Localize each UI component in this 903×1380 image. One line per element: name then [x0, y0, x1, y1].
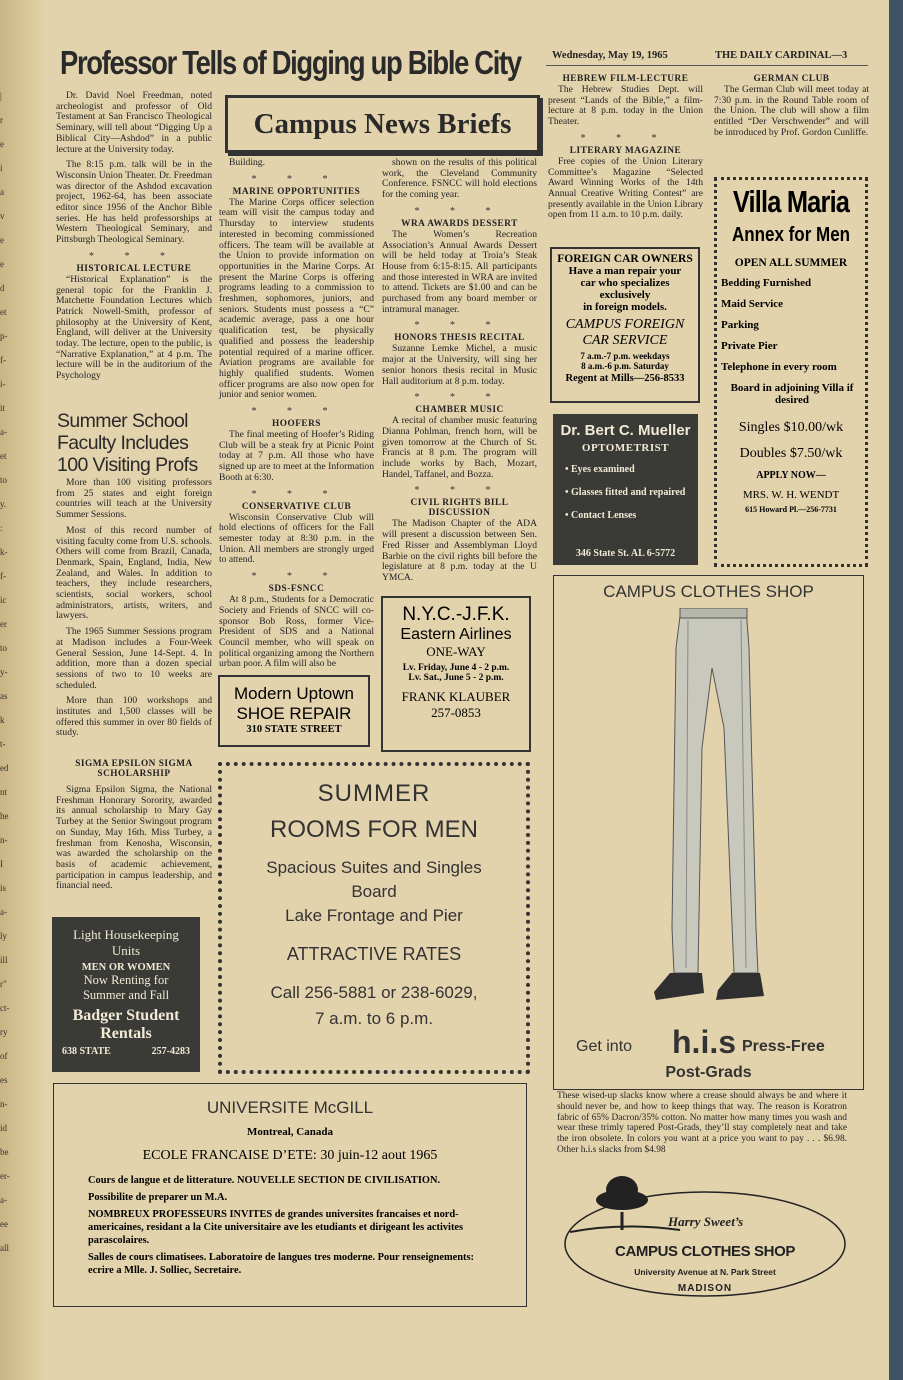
ad-text: Modern Uptown	[233, 684, 354, 703]
ad-text: Board	[351, 882, 397, 901]
optometrist-services	[565, 464, 698, 521]
ad-summer-rooms	[218, 762, 530, 1074]
spine-fragment: a-	[0, 907, 7, 917]
article-paragraph: The 8:15 p.m. talk will be in the Wisconsin Union Theater. Dr. Freedman was director of the Ashdod excavation project, 1962-64, has been associate editor since 1956 of the Anchor Bible series. He has held professorships at Western Theological Seminary, and Pittsburgh Theological Seminary.	[56, 159, 212, 246]
spine-fragment: a-	[0, 1195, 7, 1205]
subhead: MARINE OPPORTUNITIES	[232, 186, 361, 197]
paper-folio: THE DAILY CARDINAL—3	[715, 50, 848, 61]
ad-text: SHOE REPAIR	[236, 704, 352, 723]
separator-stars: * * *	[251, 173, 342, 185]
subhead: GERMAN CLUB	[753, 74, 830, 84]
ad-light-housekeeping	[52, 917, 200, 1072]
spine-fragment: all	[0, 1243, 9, 1253]
ad-text: Press-Free	[742, 1038, 825, 1055]
spine-fragment: ic	[0, 595, 7, 605]
article-paragraph: The German Club will meet today at 7:30 p.m. in the Round Table room of the Union. The club will show a film entitled “Der Verschwender” and will be introduced by Prof. Gordon Cunliffe.	[714, 84, 869, 138]
article-paragraph: The 1965 Summer Sessions program at Madison includes a Four-Week General Session, June 14-Sept. 4. In addition, more than a dozen special sessions of two to 10 weeks are scheduled.	[56, 626, 212, 691]
spine-fragment: it	[0, 403, 6, 413]
spine-fragment: he	[0, 811, 9, 821]
article-sigma	[56, 757, 212, 897]
ad-text: NOMBREUX PROFESSEURS INVITES de grandes universites francaises et nord-americaines, residant a la Cite universitaire ave les etudiants et dirigeant les activites parascolaires.	[88, 1209, 464, 1246]
subhead: LITERARY MAGAZINE	[569, 145, 682, 156]
separator-stars: * * *	[414, 205, 505, 217]
banner-title: Campus News Briefs	[253, 108, 512, 140]
logo-city: MADISON	[677, 1283, 733, 1294]
ad-text: Light Housekeeping	[73, 927, 179, 942]
ad-nyc-jfk	[381, 596, 531, 752]
ad-text: APPLY NOW—	[756, 470, 826, 481]
article-paragraph: Free copies of the Union Literary Committee’s Magazine “Selected Award Winning Works of the 14th Annual Creative Writing Contest” are presently available in the Union Library open from 11 a.m. to 10 p.m. daily.	[548, 155, 703, 221]
ad-text: 257-4283	[151, 1046, 190, 1057]
article-paragraph: More than 100 workshops and institutes and 1,500 classes will be offered this summer in over 80 fields of study.	[56, 695, 212, 739]
spine-fragment: nt	[0, 787, 8, 797]
bullet-icon: •	[565, 487, 572, 498]
spine-fragment: y.	[0, 499, 7, 509]
villa-features	[721, 277, 863, 406]
ad-text: Singles $10.00/wk	[738, 420, 844, 435]
ad-text: Call 256-5881 or 238-6029,	[270, 983, 478, 1002]
ad-text: Cours de langue et de litterature. NOUVELLE SECTION DE CIVILISATION.	[88, 1175, 441, 1186]
spine-fragment: r	[0, 115, 3, 125]
ad-text: FOREIGN CAR OWNERS	[557, 253, 693, 265]
service-item	[565, 464, 698, 475]
article-paragraph: Most of this record number of visiting faculty come from U.S. schools. Others will come from Brazil, Canada, Denmark, Spain, England, India, New Zealand, and Wales. In addition to teachers, they include researchers, scientists, social workers, school administrators, artists, writers, and lawyers.	[56, 524, 212, 622]
header-rule	[546, 65, 868, 66]
ad-text: Units	[111, 943, 141, 958]
ad-text: Lake Frontage and Pier	[285, 906, 463, 925]
ad-text: 346 State St. AL 6-5772	[575, 548, 676, 559]
news-column-4	[548, 72, 703, 226]
main-headline: Professor Tells of Digging up Bible City	[60, 44, 521, 81]
ad-text: N.Y.C.-J.F.K.	[402, 604, 510, 625]
ad-text: 7 a.m.-7 p.m. weekdays	[580, 351, 670, 361]
spine-fragment: er-	[0, 1171, 10, 1181]
ad-optometrist	[553, 414, 698, 565]
article-paragraph: Wisconsin Conservative Club will hold elections of officers for the Fall semester today at 8:30 p.m. in the Union. All members are strongly urged to attend.	[219, 511, 374, 566]
briefs-column-1	[219, 158, 374, 675]
ad-text: Lv. Sat., June 5 - 2 p.m.	[408, 673, 504, 683]
spine-fragment: n-	[0, 835, 8, 845]
separator-stars: * * *	[414, 320, 505, 332]
ad-text: Post-Grads	[665, 1064, 752, 1081]
spine-fragment: |	[0, 91, 2, 101]
villa-feature: Telephone in every room	[721, 361, 837, 373]
subhead-sigma: SIGMA EPSILON SIGMA SCHOLARSHIP	[75, 759, 193, 779]
ad-text: ECOLE FRANCAISE D’ETE: 30 juin-12 aout 1965	[142, 1148, 438, 1163]
service-item	[565, 510, 698, 521]
ad-text: Get into	[576, 1038, 633, 1055]
article-paragraph: The Madison Chapter of the ADA will present a discussion between Sen. Fred Risser and Assemblyman Lloyd Barbie on the civil rights bill before the legislature at 8 p.m. today at the U YMCA.	[382, 518, 537, 583]
spine-fragment: :	[0, 523, 3, 533]
ad-text: car who specializes	[580, 277, 670, 289]
ad-mcgill	[53, 1083, 527, 1307]
spine-fragment: id	[0, 1123, 8, 1133]
ad-text: ONE-WAY	[426, 644, 486, 659]
subhead: WRA AWARDS DESSERT	[401, 218, 518, 229]
slacks-illustration	[646, 608, 776, 1008]
article-freedman	[56, 91, 212, 387]
ad-text: Summer and Fall	[82, 988, 170, 1002]
service-text: Glasses fitted and repaired	[571, 487, 686, 498]
article-paragraph: shown on the results of this political work, the Cleveland Community Conference. FSNCC will hold elections for the coming year.	[382, 157, 537, 201]
ad-text: 310 STATE STREET	[246, 724, 342, 735]
subhead: HEBREW FILM-LECTURE	[562, 74, 689, 84]
villa-feature: Bedding Furnished	[721, 277, 812, 289]
ad-text: Have a man repair your	[568, 265, 682, 277]
subhead: SDS-FSNCC	[268, 584, 325, 595]
ad-text: FRANK KLAUBER	[401, 689, 511, 704]
service-item	[565, 487, 698, 498]
spine-fragment: ee	[0, 1219, 8, 1229]
ad-text: Rentals	[100, 1025, 152, 1042]
subhead-historical-lecture: HISTORICAL LECTURE	[76, 263, 192, 274]
ad-text: Regent at Mills—256-8533	[565, 373, 685, 384]
ad-campus-clothes	[553, 575, 864, 1090]
ad-shoe-repair	[218, 675, 370, 747]
spine-fragment: i-	[0, 379, 6, 389]
spine-fragment: a	[0, 187, 4, 197]
page-edge	[889, 0, 903, 1380]
ad-text: OPTOMETRIST	[581, 442, 670, 454]
spine-fragment: to	[0, 475, 8, 485]
ad-text: exclusively	[599, 289, 651, 301]
spine-fragment: f-	[0, 571, 6, 581]
ad-text: 257-0853	[431, 705, 481, 720]
ad-text: Eastern Airlines	[400, 626, 512, 643]
ad-text: 7 a.m. to 6 p.m.	[314, 1009, 434, 1028]
ad-text: 8 a.m.-6 p.m. Saturday	[581, 361, 669, 371]
ad-text: Doubles $7.50/wk	[739, 446, 843, 461]
separator-stars: * * *	[580, 132, 671, 144]
spine-fragment: i	[0, 163, 3, 173]
campus-news-briefs-banner	[225, 95, 540, 153]
ad-text: Lv. Friday, June 4 - 2 p.m.	[402, 663, 510, 673]
ad-text: Annex for Men	[731, 224, 851, 246]
bullet-icon: •	[565, 464, 572, 475]
logo-address: University Avenue at N. Park Street	[634, 1267, 776, 1277]
ad-text: CAMPUS FOREIGN	[565, 317, 685, 332]
spine-fragment: f-	[0, 355, 6, 365]
spine-fragment: of	[0, 1051, 8, 1061]
issue-date: Wednesday, May 19, 1965	[552, 50, 668, 61]
article-paragraph: The Women’s Recreation Association’s Annual Awards Dessert will be held today at Troia’s Steak House from 6:15-8:15. All participants and those interested in WRA are invited to attend. Tickets are $1.00 and can be purchased from any board member or intramural manager.	[382, 228, 537, 315]
bullet-icon: •	[565, 510, 572, 521]
summer-school-headline: Summer School Faculty Includes 100 Visiting Profs	[57, 410, 198, 476]
spine-fragment: k	[0, 715, 5, 725]
spine-fragment: n-	[0, 1099, 8, 1109]
spine-fragment: v	[0, 211, 5, 221]
ad-text: Villa Maria	[732, 184, 850, 219]
separator-stars: * * *	[251, 488, 342, 500]
spine-fragment: ry	[0, 1027, 8, 1037]
spine-fragment: d	[0, 283, 5, 293]
article-paragraph: Building.	[229, 157, 265, 168]
spine-fragment: p-	[0, 331, 8, 341]
separator-stars: * * *	[251, 406, 342, 418]
ad-text: SUMMER	[317, 780, 431, 807]
spine-fragment: ly	[0, 931, 8, 941]
ad-text: OPEN ALL SUMMER	[734, 257, 848, 269]
ad-text: Dr. Bert C. Mueller	[560, 422, 691, 439]
article-paragraph: “Historical Explanation” is the general topic for the Franklin J. Matchette Foundation Lectures which Patrick Nowell-Smith, professor of philosophy at the University of Kent, England, will deliver at the University today. The lecture, open to the public, is “Narrative Explanation,” at 4 p.m. The lecture will be in the auditorium of the Psychology	[56, 273, 212, 382]
spine-fragment: be	[0, 1147, 9, 1157]
spine-fragment: r"	[0, 979, 7, 989]
spine-fragment: et	[0, 451, 7, 461]
subhead: CIVIL RIGHTS BILL DISCUSSION	[410, 498, 509, 519]
spine-fragment: e	[0, 235, 4, 245]
spine-fragment: et	[0, 307, 7, 317]
article-paragraph: At 8 p.m., Students for a Democratic Society and Friends of SNCC will co-sponsor Bob Ross, former Vice-President of SDS and a National Council member, who will speak on political organizing among the Northern urban poor. A film will also be	[219, 594, 374, 670]
article-summer-school	[56, 478, 212, 744]
article-paragraph: A recital of chamber music featuring Dianna Pohlman, french horn, will be given tomorrow at the Church of St. Francis at 8 p.m. The program will include works by Bach, Mozart, Handel, Taffanel, and Bozza.	[382, 415, 537, 480]
ad-villa-maria	[714, 177, 868, 567]
spine-fragment: as	[0, 691, 8, 701]
ad-foreign-car	[550, 247, 700, 403]
spine-fragment: er	[0, 619, 7, 629]
logo-shop-name: CAMPUS CLOTHES SHOP	[615, 1243, 795, 1260]
separator-stars: * * *	[251, 571, 342, 583]
subhead: HOOFERS	[272, 419, 321, 430]
villa-feature: Private Pier	[721, 340, 778, 352]
brand-logo: h.i.s	[672, 1024, 737, 1060]
ad-text: Badger Student	[72, 1007, 180, 1024]
news-column-5	[714, 72, 869, 144]
separator-stars: * * *	[414, 485, 505, 497]
spine-fragment: ct-	[0, 1003, 10, 1013]
ad-text: CAR SERVICE	[582, 333, 668, 348]
villa-feature: Board in adjoining Villa if desired	[730, 382, 854, 406]
subhead: CHAMBER MUSIC	[415, 405, 504, 416]
spine-fragment: a-	[0, 427, 7, 437]
article-paragraph: More than 100 visiting professors from 25 states and eight foreign countries will teach at the University Summer Sessions.	[56, 477, 212, 521]
ad-text: 615 Howard Pl.—256-7731	[745, 505, 837, 514]
spine-fragment: es	[0, 1075, 8, 1085]
ad-text: 638 STATE	[62, 1046, 111, 1057]
article-paragraph: Sigma Epsilon Sigma, the National Freshman Honorary Sorority, awarded its annual scholarship to Mary Gay Turbey at the Senior Swingout program on Sunday, May 16th. Miss Turbey, a freshman from Kenosha, Wisconsin, was awarded the scholarship on the basis of academic achievement, participation in campus leadership, and financial need.	[56, 784, 212, 892]
spine-fragment: I	[0, 859, 3, 869]
spine-fragment: is	[0, 883, 7, 893]
service-text: Contact Lenses	[571, 510, 637, 521]
ad-text: MRS. W. H. WENDT	[742, 489, 840, 501]
ad-text: Now Renting for	[83, 973, 169, 987]
article-paragraph: Dr. David Noel Freedman, noted archeologist and professor of Old Testament at San Francisco Theological Seminary, will tell about “Digging Up a Biblical City—Ashdod” in a public lecture at the University today.	[56, 90, 212, 155]
ad-text: UNIVERSITE McGILL	[206, 1098, 374, 1117]
villa-feature: Maid Service	[721, 298, 784, 310]
separator-stars: * * *	[89, 250, 179, 262]
ad-text: Montreal, Canada	[247, 1126, 333, 1138]
subhead: CONSERVATIVE CLUB	[241, 501, 352, 512]
clothes-ad-copy: These wised-up slacks know where a crease should always be and where it should never be, and how to keep things that way. The reason is Koratron fabric of 65% Dacron/35% cotton. No matter how many times you wash and wear these trimly tapered Post-Grads, they’ll stay completely neat and take the iron obsolete. In colors you want at a price you want to pay . . . $6.98. Other h.i.s slacks from $4.98	[557, 1091, 847, 1155]
article-paragraph: The final meeting of Hoofer’s Riding Club will be a steak fry at Picnic Point today at 7 p.m. All those who have signed up are to meet at the Information Booth at 6:30.	[219, 429, 374, 483]
ad-title: CAMPUS CLOTHES SHOP	[603, 582, 814, 601]
spine-fragment: y-	[0, 667, 8, 677]
ad-text: ROOMS FOR MEN	[270, 816, 478, 843]
ad-text: Possibilite de preparer un M.A.	[88, 1192, 228, 1203]
logo-script-text: Harry Sweet’s	[668, 1214, 744, 1229]
ad-text: Spacious Suites and Singles	[266, 858, 482, 877]
spine-fragment: ed	[0, 763, 9, 773]
service-text: Eyes examined	[571, 464, 635, 475]
villa-feature: Parking	[721, 319, 759, 331]
spine-fragment: e	[0, 259, 4, 269]
ad-text: ATTRACTIVE RATES	[286, 944, 462, 964]
spine-fragment: e	[0, 139, 4, 149]
article-paragraph: The Hebrew Studies Dept. will present “Lands of the Bible,” a film-lecture at 8 p.m. today in the Union Theater.	[548, 84, 703, 128]
subhead: HONORS THESIS RECITAL	[394, 333, 525, 344]
ad-text: MEN OR WOMEN	[81, 962, 171, 973]
article-paragraph: The Marine Corps officer selection team will visit the campus today and Thursday to interview students interested in becoming commissioned officers. The team will be available at the Union to provide information on opportunities in the Marine Corps. At present the Marine Corps is offering programs leading to a commission to freshmen, sophomores, juniors, and seniors. Students must possess a “C” academic average, pass a one hour qualification test, be physically qualified and possess the leadership potential required of a marine officer. Aviation programs are available for highly qualified students. Women officer programs are also now open for junior and senior women.	[219, 196, 374, 401]
spine-fragment: t-	[0, 739, 6, 749]
spine-fragment: ill	[0, 955, 8, 965]
article-paragraph: Suzanne Lemke Michel, a music major at the University, will sing her senior honors thesis recital in Music Hall auditorium at 8 p.m. today.	[382, 343, 537, 387]
spine-fragment: k-	[0, 547, 8, 557]
spine-fragment: to	[0, 643, 8, 653]
ad-text: Salles de cours climatisees. Laboratoire de langues tres moderne. Pour renseignements: ecrire a Mlle. J. Solliec, Secretaire.	[88, 1252, 474, 1276]
separator-stars: * * *	[414, 392, 505, 404]
briefs-column-2	[382, 158, 537, 589]
ad-text: in foreign models.	[583, 301, 667, 313]
